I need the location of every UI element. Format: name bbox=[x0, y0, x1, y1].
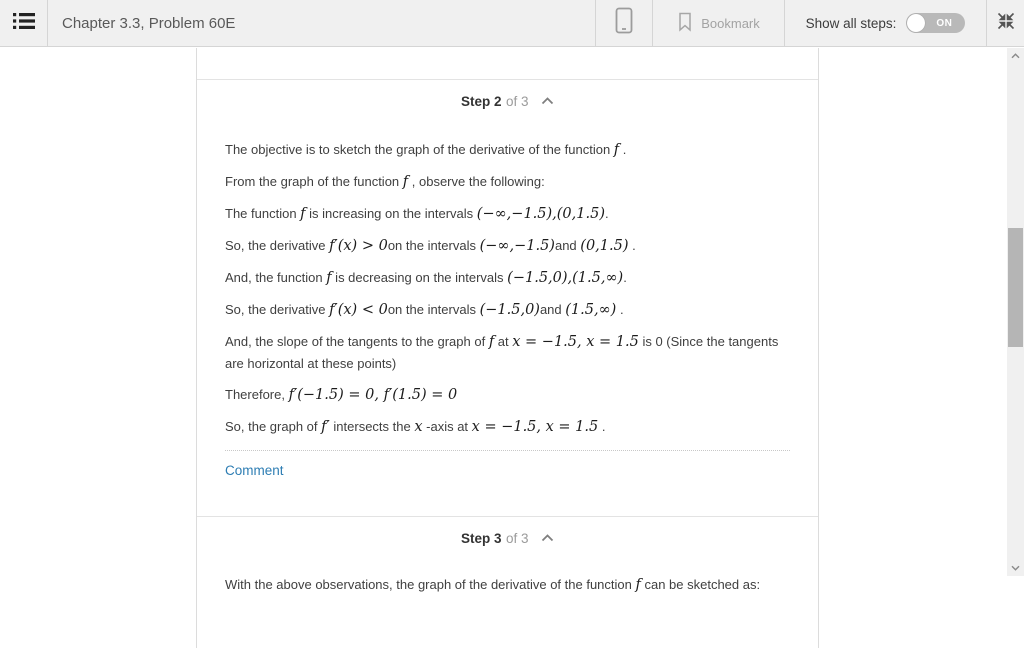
math-expression: f′(x) < 0 bbox=[329, 302, 388, 318]
step-3-header bbox=[225, 530, 790, 546]
text-segment: is decreasing on the intervals bbox=[331, 270, 508, 285]
text-segment: So, the derivative bbox=[225, 238, 330, 253]
table-of-contents-button[interactable] bbox=[0, 0, 48, 46]
text-segment: So, the graph of bbox=[225, 419, 322, 434]
math-expression: x = −1.5, x = 1.5 bbox=[512, 334, 639, 350]
chevron-down-icon[interactable] bbox=[1007, 560, 1024, 576]
math-expression: (−1.5,0) bbox=[479, 302, 540, 318]
math-expression: f bbox=[402, 174, 409, 190]
previous-step-bottom bbox=[197, 48, 818, 80]
chevron-up-icon[interactable] bbox=[541, 93, 554, 109]
math-expression: (−1.5,0),(1.5,∞) bbox=[507, 270, 624, 286]
math-expression: f bbox=[326, 270, 332, 286]
collapse-view-button[interactable] bbox=[986, 0, 1024, 46]
solution-line bbox=[225, 203, 790, 225]
step-of-label: of 3 bbox=[505, 531, 529, 546]
text-segment: . bbox=[619, 142, 627, 157]
step-label: Step 2 bbox=[461, 94, 502, 109]
math-expression: f bbox=[635, 577, 641, 593]
solution-panel bbox=[196, 48, 819, 648]
bookmark-button[interactable] bbox=[652, 0, 784, 46]
toggle-knob bbox=[907, 14, 925, 32]
text-segment: on the intervals bbox=[387, 302, 480, 317]
step-of-label: of 3 bbox=[505, 94, 529, 109]
show-all-steps-toggle[interactable] bbox=[906, 13, 965, 33]
bookmark-icon bbox=[677, 12, 693, 35]
math-expression: f′(−1.5) = 0, f′(1.5) = 0 bbox=[288, 387, 458, 403]
text-segment: And, the function bbox=[225, 270, 327, 285]
text-segment: The objective is to sketch the graph of the derivative of the function bbox=[225, 142, 614, 157]
math-expression: (1.5,∞) bbox=[565, 302, 617, 318]
toggle-state-label: ON bbox=[936, 17, 953, 29]
math-expression: f bbox=[488, 334, 495, 350]
text-segment: , observe the following: bbox=[408, 174, 545, 189]
solution-line bbox=[225, 331, 790, 374]
solution-line bbox=[225, 574, 790, 596]
text-segment: on the intervals bbox=[387, 238, 480, 253]
phone-icon bbox=[615, 7, 633, 39]
text-segment: And, the slope of the tangents to the graph of bbox=[225, 334, 489, 349]
math-expression: f′ bbox=[321, 419, 330, 435]
show-all-steps-label: Show all steps: bbox=[805, 15, 897, 31]
scrollbar-thumb[interactable] bbox=[1008, 228, 1023, 347]
toolbar-header bbox=[0, 0, 1024, 47]
step-2-header bbox=[225, 93, 790, 109]
step-2-section bbox=[197, 93, 818, 517]
text-segment: So, the derivative bbox=[225, 302, 330, 317]
chevron-up-icon[interactable] bbox=[1007, 48, 1024, 64]
text-segment: at bbox=[494, 334, 513, 349]
comment-link[interactable]: Comment bbox=[225, 463, 284, 478]
text-segment: can be sketched as: bbox=[640, 577, 761, 592]
text-segment: From the graph of the function bbox=[225, 174, 403, 189]
page-title: Chapter 3.3, Problem 60E bbox=[62, 14, 236, 32]
text-segment: . bbox=[623, 270, 627, 285]
vertical-scrollbar[interactable] bbox=[1007, 48, 1024, 576]
math-expression: (−∞,−1.5) bbox=[479, 238, 555, 254]
step-label: Step 3 bbox=[461, 531, 502, 546]
problem-title bbox=[48, 0, 595, 46]
solution-line bbox=[225, 416, 790, 438]
step-2-body bbox=[225, 139, 790, 438]
list-menu-icon bbox=[13, 12, 35, 35]
solution-line bbox=[225, 139, 790, 161]
text-segment: With the above observations, the graph of the derivative of the function bbox=[225, 577, 636, 592]
solution-line bbox=[225, 171, 790, 193]
text-segment: -axis at bbox=[422, 419, 472, 434]
step-3-body bbox=[225, 574, 790, 596]
text-segment: . bbox=[628, 238, 636, 253]
collapse-arrows-icon bbox=[996, 11, 1016, 36]
text-segment: . bbox=[616, 302, 624, 317]
solution-line bbox=[225, 299, 790, 321]
text-segment: . bbox=[598, 419, 606, 434]
text-segment: The function bbox=[225, 206, 301, 221]
mobile-view-button[interactable] bbox=[595, 0, 652, 46]
text-segment: and bbox=[539, 302, 566, 317]
math-expression: f bbox=[300, 206, 306, 222]
bookmark-label: Bookmark bbox=[701, 15, 760, 31]
show-all-steps-control bbox=[784, 0, 986, 46]
math-expression: (−∞,−1.5),(0,1.5) bbox=[476, 206, 605, 222]
comment-divider bbox=[225, 450, 790, 451]
math-expression: f′(x) > 0 bbox=[329, 238, 388, 254]
step-3-section bbox=[197, 530, 818, 596]
math-expression: f bbox=[613, 142, 620, 158]
math-expression: x = −1.5, x = 1.5 bbox=[471, 419, 599, 435]
solution-line bbox=[225, 384, 790, 406]
text-segment: and bbox=[554, 238, 581, 253]
text-segment: is increasing on the intervals bbox=[305, 206, 477, 221]
solution-line bbox=[225, 267, 790, 289]
solution-line bbox=[225, 235, 790, 257]
text-segment: Therefore, bbox=[225, 387, 289, 402]
math-expression: (0,1.5) bbox=[580, 238, 629, 254]
text-segment: intersects the bbox=[329, 419, 415, 434]
math-expression: x bbox=[414, 419, 423, 435]
chevron-up-icon[interactable] bbox=[541, 530, 554, 546]
text-segment: . bbox=[604, 206, 609, 221]
text-segment: is 0 (Since the tangents are horizontal at these points) bbox=[225, 334, 779, 371]
